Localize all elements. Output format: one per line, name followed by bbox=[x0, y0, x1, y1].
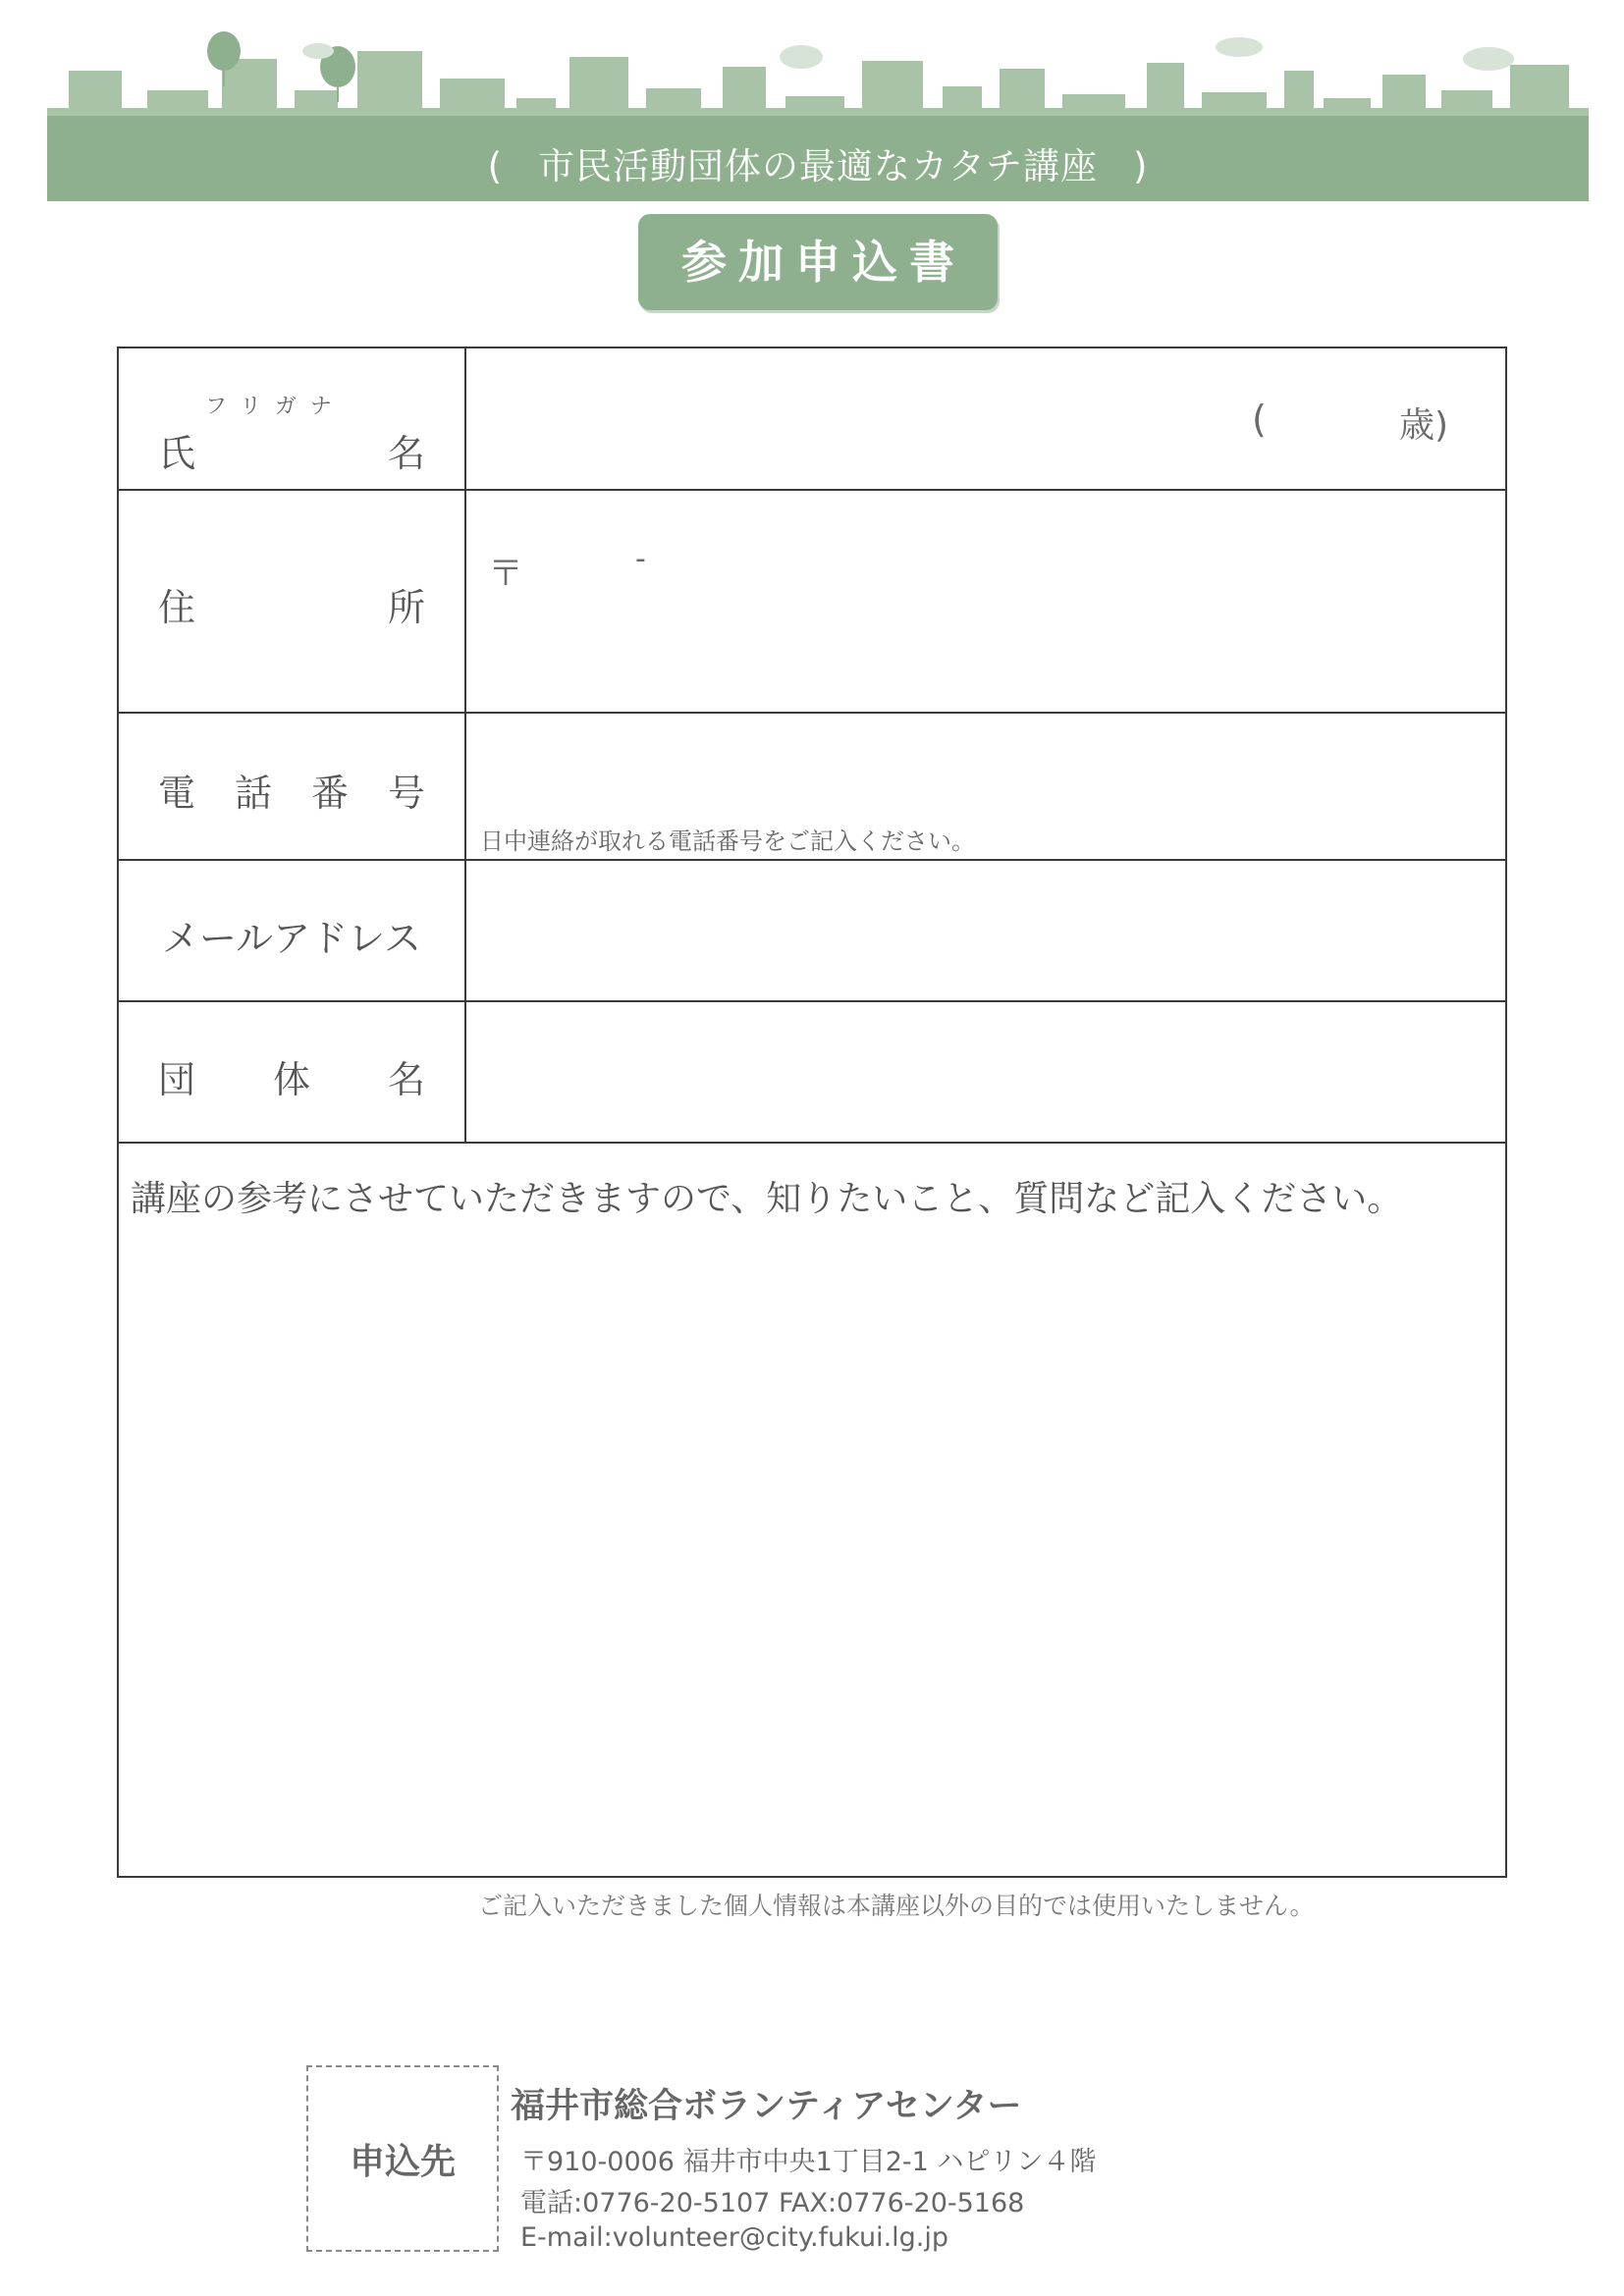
organization-label-cell bbox=[119, 1002, 466, 1142]
paren-close: ) bbox=[1133, 145, 1149, 187]
organization-label-char: 名 bbox=[387, 1058, 425, 1101]
phone-field[interactable] bbox=[466, 714, 1505, 859]
age-unit: 歳) bbox=[1399, 405, 1449, 446]
email-label bbox=[158, 908, 425, 962]
questions-prompt: 講座の参考にさせていただきますので、知りたいこと、質問など記入ください。 bbox=[131, 1179, 1403, 1219]
questions-field[interactable] bbox=[119, 1144, 1505, 1876]
application-form bbox=[117, 347, 1507, 1878]
organization-label bbox=[158, 1049, 425, 1103]
phone-label-cell bbox=[119, 714, 466, 859]
name-label bbox=[158, 423, 425, 477]
course-title-banner bbox=[47, 137, 1589, 196]
postal-dash: - bbox=[635, 542, 646, 576]
phone-note: 日中連絡が取れる電話番号をご記入ください。 bbox=[480, 828, 975, 855]
address-label-cell bbox=[119, 491, 466, 712]
name-label-cell bbox=[119, 348, 466, 489]
email-row bbox=[119, 861, 1505, 1002]
apply-to-box bbox=[306, 2065, 499, 2252]
apply-to-label: 申込先 bbox=[349, 2142, 456, 2182]
organization-label-char: 体 bbox=[272, 1058, 310, 1101]
email-label-cell bbox=[119, 861, 466, 1000]
name-field[interactable] bbox=[466, 348, 1505, 489]
course-title: 市民活動団体の最適なカタチ講座 bbox=[538, 145, 1098, 187]
privacy-note: ご記入いただきました個人情報は本講座以外の目的では使用いたしません。 bbox=[478, 1892, 1315, 1920]
name-row bbox=[119, 348, 1505, 491]
phone-row bbox=[119, 714, 1505, 861]
organization-field[interactable] bbox=[466, 1002, 1505, 1142]
phone-label-char: 番 bbox=[310, 772, 349, 815]
name-label-left: 氏 bbox=[158, 432, 196, 475]
email-field[interactable] bbox=[466, 861, 1505, 1000]
contact-phone-fax: 電話:0776-20-5107 FAX:0776-20-5168 bbox=[520, 2188, 1025, 2218]
form-title-badge: 参加申込書 bbox=[638, 214, 998, 310]
phone-label bbox=[158, 763, 425, 817]
contact-email: E-mail:volunteer@city.fukui.lg.jp bbox=[520, 2222, 949, 2253]
address-label-left: 住 bbox=[158, 586, 196, 629]
organization-row bbox=[119, 1002, 1505, 1144]
phone-label-char: 号 bbox=[387, 772, 425, 815]
address-field[interactable] bbox=[466, 491, 1505, 712]
paren-open: ( bbox=[487, 145, 503, 187]
name-label-right: 名 bbox=[387, 432, 425, 475]
furigana-label: フリガナ bbox=[205, 395, 346, 419]
phone-label-char: 話 bbox=[234, 772, 272, 815]
phone-label-char: 電 bbox=[158, 772, 196, 815]
address-row bbox=[119, 491, 1505, 714]
postal-mark: 〒 bbox=[488, 554, 524, 594]
address-label-right: 所 bbox=[387, 586, 425, 629]
contact-address: 〒910-0006 福井市中央1丁目2-1 ハピリン４階 bbox=[520, 2147, 1097, 2177]
organization-name: 福井市総合ボランティアセンター bbox=[511, 2087, 1022, 2126]
age-paren-open: ( bbox=[1252, 398, 1267, 441]
organization-label-char: 団 bbox=[158, 1058, 196, 1101]
address-label bbox=[158, 577, 425, 631]
email-label-text: メールアドレス bbox=[161, 917, 422, 960]
